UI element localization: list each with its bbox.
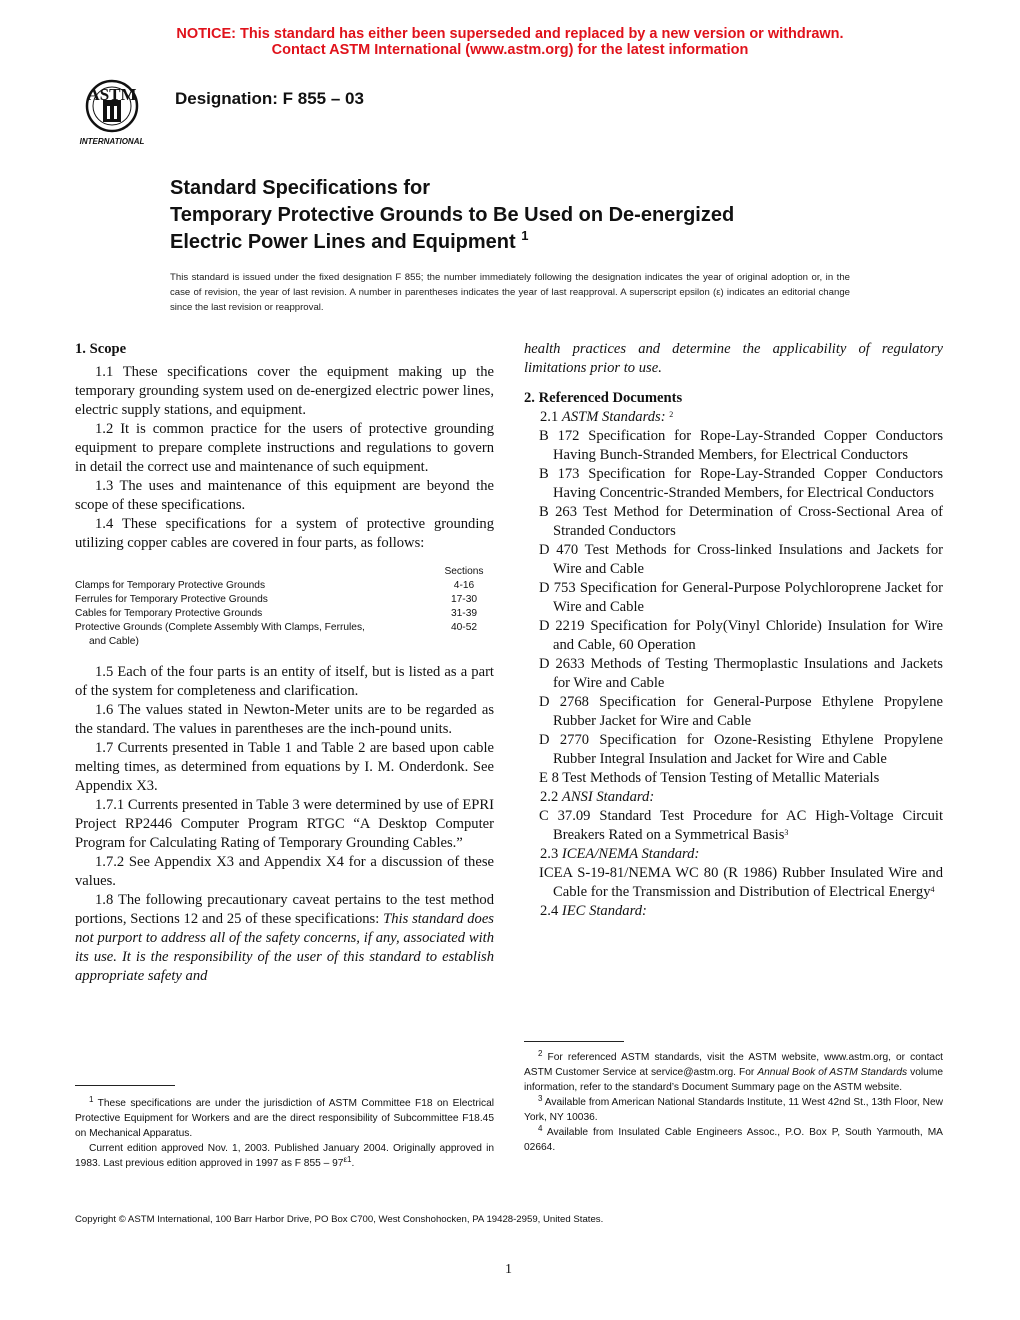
sections-header: Sections [444,566,484,577]
para-1-2: 1.2 It is common practice for the users of protective grounding equipment to prepare complete instructions and regulations to govern in detail the correct use and maintenance of such equipment. [75,421,494,475]
icea-standard-heading: 2.3 ICEA/NEMA Standard: [540,846,700,862]
ref-icea: ICEA S-19-81/NEMA WC 80 (R 1986) Rubber Insulated Wire and Cable for the Transmission and Distribution of Electrical Energy$^4$ [539,865,943,900]
title-line-2: Temporary Protective Grounds to Be Used on De-energized [170,204,735,226]
left-footnote-rule [75,1085,175,1086]
document-title [170,175,870,256]
ref-d2768: D 2768 Specification for General-Purpose Ethylene Propylene Rubber Jacket for Wire and Cable [539,694,943,729]
ref-b172: B 172 Specification for Rope-Lay-Stranded Copper Conductors Having Bunch-Stranded Members, for Electrical Conductors [539,428,943,463]
para-1-1: 1.1 These specifications cover the equipment making up the temporary grounding system used on de-energized electric power lines, electric supply stations, and equipment. [75,364,494,418]
designation: Designation: F 855 – 03 [175,89,364,108]
ref-d753: D 753 Specification for General-Purpose Polychloroprene Jacket for Wire and Cable [539,580,943,615]
withdrawn-notice [0,26,1020,58]
para-1-5: 1.5 Each of the four parts is an entity of itself, but is listed as a part of the system for completeness and clarification. [75,664,494,699]
ref-c3709: C 37.09 Standard Test Procedure for AC High-Voltage Circuit Breakers Rated on a Symmetrical Basis$^3$ [539,808,943,843]
para-1-8: 1.8 The following precautionary caveat pertains to the test method portions, Sections 12 and 25 of these specifications: This standard does not purport to address all of the safety concerns, if any, associated with its use. It is the responsibility of the user of this standard to establish appropriate safety and [75,892,494,984]
page-number: 1 [505,1262,512,1277]
ref-e8: E 8 Test Methods of Tension Testing of Metallic Materials [539,770,880,786]
table-row: Protective Grounds (Complete Assembly With Clamps, Ferrules, and Cable) 40-52 [75,622,478,647]
table-row: Cables for Temporary Protective Grounds 31-39 [75,608,478,619]
right-footnote-rule [524,1041,624,1042]
ref-b263: B 263 Test Method for Determination of Cross-Sectional Area of Stranded Conductors [539,504,943,539]
logo-caption: INTERNATIONAL [79,137,145,146]
iec-standard-heading: 2.4 IEC Standard: [540,903,647,919]
para-1-7-1: 1.7.1 Currents presented in Table 3 were determined by use of EPRI Project RP2446 Computer Program RTGC “A Desktop Computer Program for Calculating Rating of Temporary Grounding Cables.” [75,797,494,851]
caveat-continuation: health practices and determine the applicability of regulatory limitations prior to use. [524,341,943,376]
referenced-documents-heading: 2. Referenced Documents [524,390,683,406]
table-row: Clamps for Temporary Protective Grounds 4-16 [75,580,475,591]
title-line-1: Standard Specifications for [170,177,431,199]
ref-d2633: D 2633 Methods of Testing Thermoplastic Insulations and Jackets for Wire and Cable [539,656,943,691]
right-footnotes [524,1050,943,1155]
logo-letters: ASTM [87,85,137,104]
ref-d2219: D 2219 Specification for Poly(Vinyl Chloride) Insulation for Wire and Cable, 60 Operation [539,618,943,653]
title-line-3: Electric Power Lines and Equipment $^1$ [170,228,529,253]
left-column [75,340,494,986]
right-column [524,340,943,921]
ref-b173: B 173 Specification for Rope-Lay-Stranded Copper Conductors Having Concentric-Stranded Members, for Electrical Conductors [539,466,943,501]
notice-line-2: Contact ASTM International (www.astm.org) for the latest information [271,42,749,58]
footnote-2: $^2$ For referenced ASTM standards, visit the ASTM website, www.astm.org, or contact ASTM Customer Service at service@astm.org. For Annual Book of ASTM Standards volume information, refer to the standard’s Document Summary page on the ASTM website. [524,1049,943,1093]
table-row: Ferrules for Temporary Protective Grounds 17-30 [75,594,478,605]
astm-logo-icon [62,76,162,148]
para-1-3: 1.3 The uses and maintenance of this equipment are beyond the scope of these specifications. [75,478,494,513]
ansi-standard-heading: 2.2 ANSI Standard: [540,789,655,805]
copyright: Copyright © ASTM International, 100 Barr Harbor Drive, PO Box C700, West Conshohocken, PA 19428-2959, United States. [75,1214,604,1225]
sections-table [75,565,494,649]
para-1-6: 1.6 The values stated in Newton-Meter units are to be regarded as the standard. The values in parentheses are the inch-pound units. [75,702,494,737]
footnote-1: $^1$ These specifications are under the jurisdiction of ASTM Committee F18 on Electrical Protective Equipment for Workers and are the direct responsibility of Subcommittee F18.45 on Mechanical Apparatus. [75,1095,494,1139]
scope-heading: 1. Scope [75,341,127,357]
safety-caveat: This standard does not purport to address all of the safety concerns, if any, associated with its use. It is the responsibility of the user of this standard to establish appropriate safety and [75,911,494,984]
para-1-7-2: 1.7.2 See Appendix X3 and Appendix X4 for a discussion of these values. [75,854,494,889]
astm-standards-heading: 2.1 ASTM Standards: $^2$ [540,409,674,425]
ref-d2770: D 2770 Specification for Ozone-Resisting Ethylene Propylene Rubber Integral Insulation and Jacket for Wire and Cable [539,732,943,767]
issued-note: This standard is issued under the fixed designation F 855; the number immediately following the designation indicates the year of original adoption or, in the case of revision, the year of last revision. A number in parentheses indicates the year of last reapproval. A superscript epsilon (ε) indicates an editorial change since the last revision or reapproval. [170,272,850,313]
notice-line-1: NOTICE: This standard has either been superseded and replaced by a new version or withdrawn. [176,26,844,42]
footnote-1-edition: Current edition approved Nov. 1, 2003. Published January 2004. Originally approved in 1983. Last previous edition approved in 1997 as F $855 - 97^{\varepsilon 1}$. [75,1143,494,1169]
footnote-3: $^3$ Available from American National Standards Institute, 11 West 42nd St., 13th Floor, New York, NY 10036. [524,1094,943,1123]
para-1-4: 1.4 These specifications for a system of protective grounding utilizing copper cables are covered in four parts, as follows: [75,516,494,551]
footnote-4: $^4$ Available from Insulated Cable Engineers Assoc., P.O. Box P, South Yarmouth, MA 02664. [524,1124,943,1153]
left-footnotes [75,1096,494,1171]
para-1-7: 1.7 Currents presented in Table 1 and Table 2 are based upon cable melting times, as determined from equations by I. M. Onderdonk. See Appendix X3. [75,740,494,794]
title-footnote-mark: 1 [521,228,529,243]
astm-logo [62,76,162,148]
ref-d470: D 470 Test Methods for Cross-linked Insulations and Jackets for Wire and Cable [539,542,943,577]
